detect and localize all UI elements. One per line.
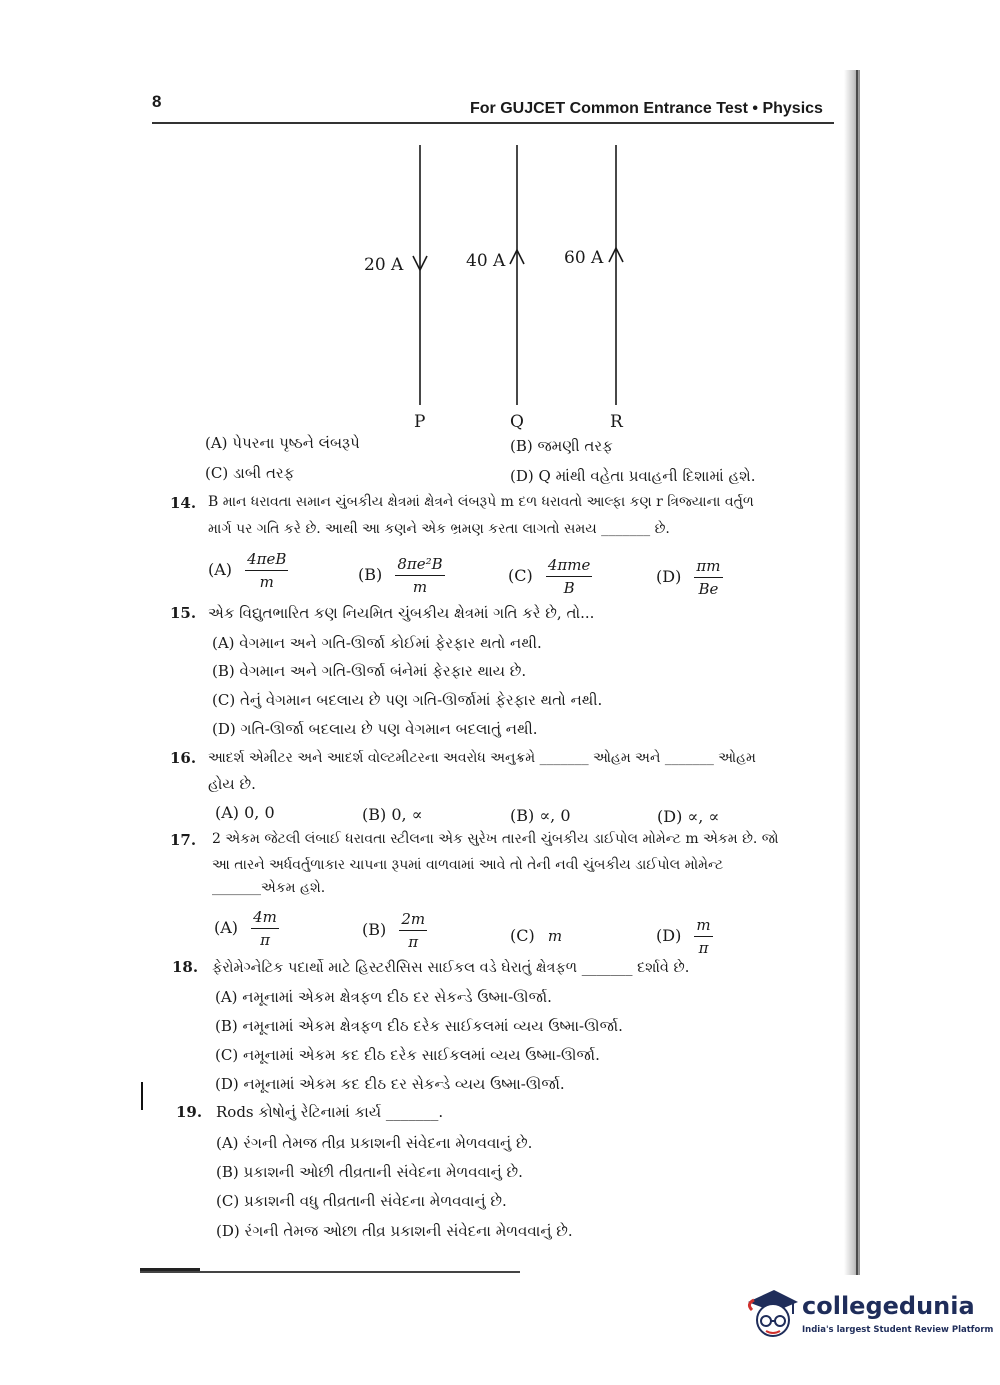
q19-number: 19. <box>176 1103 203 1121</box>
q17-stem-line1: 2 એકમ જેટલી લંબાઈ ધરાવતા સ્ટીલના એક સુરેખ તારની ચુંબકીય ડાઈપોલ મોમેન્ટ m એકમ છે. જો <box>212 831 779 847</box>
option-label: (D) <box>656 926 682 945</box>
q17-stem-line3: _______એકમ હશે. <box>212 880 326 896</box>
q17-option-c <box>510 926 562 945</box>
option-label: (D) <box>656 567 682 586</box>
footer-rule <box>140 1271 520 1273</box>
q15-option-b: (B) વેગમાન અને ગતિ-ઊર્જા બંનેમાં ફેરફાર થાય છે. <box>212 662 527 680</box>
wire-p-label: P <box>414 412 426 432</box>
q18-option-c: (C) નમૂનામાં એકમ કદ દીઠ દરેક સાઈકલમાં વ્યય ઉષ્મા-ઊર્જા. <box>215 1046 600 1064</box>
wire-r-label: R <box>610 412 623 432</box>
fraction-numerator: πm <box>694 557 722 578</box>
q13-option-d: (D) Q માંથી વહેતા પ્રવાહની દિશામાં હશે. <box>510 467 756 485</box>
scan-edge-line <box>856 70 858 1275</box>
q19-stem: Rods કોષોનું રેટિનામાં કાર્ય _______. <box>216 1103 444 1121</box>
wire-p-current: 20 A <box>364 255 404 275</box>
fraction-numerator: 4m <box>251 908 279 929</box>
q15-stem: એક વિદ્યુતભારિત કણ નિયમિત ચુંબકીય ક્ષેત્રમાં ગતિ કરે છે, તો... <box>208 604 595 622</box>
fraction-denominator: m <box>259 573 274 591</box>
wire-r <box>609 145 623 405</box>
q18-option-d: (D) નમૂનામાં એકમ કદ દીઠ દર સેકન્ડે વ્યય ઉષ્મા-ઊર્જા. <box>215 1075 565 1093</box>
q14-option-a <box>208 550 288 591</box>
page-number: 8 <box>152 92 162 111</box>
fraction-numerator: 4πeB <box>245 550 288 571</box>
q18-option-b: (B) નમૂનામાં એકમ ક્ષેત્રફળ દીઠ દરેક સાઈકલમાં વ્યય ઉષ્મા-ઊર્જા. <box>215 1017 623 1035</box>
fraction-denominator: π <box>408 933 419 951</box>
wire-p <box>413 145 427 405</box>
wire-q <box>510 145 524 405</box>
option-label: (C) <box>510 926 535 945</box>
option-label: (A) <box>214 918 239 937</box>
q17-number: 17. <box>170 831 197 849</box>
collegedunia-tagline: India's largest Student Review Platform <box>802 1325 994 1335</box>
q13-option-b: (B) જમણી તરફ <box>510 437 613 455</box>
q19-option-c: (C) પ્રકાશની વધુ તીવ્રતાની સંવેદના મેળવવાનું છે. <box>216 1192 507 1210</box>
q16-stem-line2: હોય છે. <box>208 775 256 793</box>
q14-stem-line2: માર્ગ પર ગતિ કરે છે. આથી આ કણને એક ભ્રમણ કરતા લાગતો સમય _______ છે. <box>208 521 670 537</box>
option-value: m <box>547 927 563 945</box>
q13-option-c: (C) ડાબી તરફ <box>205 464 295 482</box>
wire-q-current: 40 A <box>466 251 506 271</box>
q14-option-d <box>656 557 723 598</box>
q14-option-c <box>508 556 592 597</box>
q14-number: 14. <box>170 494 197 512</box>
q17-option-d <box>656 916 713 957</box>
fraction-numerator: 2m <box>399 910 427 931</box>
parallel-wires-figure <box>340 140 660 440</box>
collegedunia-brand: collegedunia <box>802 1292 975 1320</box>
option-label: (B) <box>362 920 387 939</box>
q15-option-a: (A) વેગમાન અને ગતિ-ઊર્જા કોઈમાં ફેરફાર થતો નથી. <box>212 634 542 652</box>
q17-stem-line2: આ તારને અર્ધવર્તુળાકાર ચાપના રૂપમાં વાળવામાં આવે તો તેની નવી ચુંબકીય ડાઈપોલ મોમેન્ટ <box>212 857 724 873</box>
option-label: (A) <box>208 560 233 579</box>
q19-option-b: (B) પ્રકાશની ઓછી તીવ્રતાની સંવેદના મેળવવાનું છે. <box>216 1163 523 1181</box>
wire-r-current: 60 A <box>564 248 604 268</box>
q15-number: 15. <box>170 604 197 622</box>
fraction-denominator: π <box>260 931 270 949</box>
q19-option-d: (D) રંગની તેમજ ઓછા તીવ્ર પ્રકાશની સંવેદના મેળવવાનું છે. <box>216 1222 573 1240</box>
q15-option-d: (D) ગતિ-ઊર્જા બદલાય છે પણ વેગમાન બદલાતું નથી. <box>212 720 538 738</box>
q16-option-b: (B) 0, ∝ <box>362 805 423 824</box>
q15-option-c: (C) તેનું વેગમાન બદલાય છે પણ ગતિ-ઊર્જામાં ફેરફાર થતો નથી. <box>212 691 603 709</box>
fraction-denominator: π <box>698 939 709 957</box>
q16-option-b-second: (B) ∝, 0 <box>510 806 571 825</box>
option-label: (B) <box>358 565 383 584</box>
fraction-denominator: B <box>563 579 575 597</box>
q16-option-a: (A) 0, 0 <box>215 803 275 822</box>
margin-mark <box>141 1082 143 1110</box>
q14-stem-line1: B માન ધરાવતા સમાન ચુંબકીય ક્ષેત્રમાં ક્ષેત્રને લંબરૂપે m દળ ધરાવતો આલ્ફા કણ r ત્રિજ્યાના વર્તુળ <box>208 494 754 510</box>
q18-option-a: (A) નમૂનામાં એકમ ક્ષેત્રફળ દીઠ દર સેકન્ડે ઉષ્મા-ઊર્જા. <box>215 988 552 1006</box>
header-rule <box>152 122 834 124</box>
q17-option-a <box>214 908 279 949</box>
q16-number: 16. <box>170 749 197 767</box>
q14-option-b <box>358 555 445 596</box>
running-header-title: For GUJCET Common Entrance Test • Physics <box>470 100 823 117</box>
wire-q-label: Q <box>510 412 524 432</box>
fraction-denominator: m <box>412 578 428 596</box>
q18-number: 18. <box>172 958 199 976</box>
fraction-numerator: 4πme <box>546 556 593 577</box>
fraction-numerator: 8πe²B <box>395 555 444 576</box>
collegedunia-mascot-logo <box>740 1280 802 1344</box>
q16-stem-line1: આદર્શ એમીટર અને આદર્શ વોલ્ટમીટરના અવરોધ અનુક્રમે _______ ઓહમ અને _______ ઓહમ <box>208 750 756 766</box>
q13-option-a: (A) પેપરના પૃષ્ઠને લંબરૂપે <box>205 434 360 452</box>
q19-option-a: (A) રંગની તેમજ તીવ્ર પ્રકાશની સંવેદના મેળવવાનું છે. <box>216 1134 533 1152</box>
fraction-denominator: Be <box>698 580 719 598</box>
q16-option-d: (D) ∝, ∝ <box>657 807 720 826</box>
q18-stem: ફેરોમેગ્નેટિક પદાર્થો માટે હિસ્ટરીસિસ સાઈકલ વડે ઘેરાતું ક્ષેત્રફળ _______ દર્શાવે છે. <box>212 960 690 976</box>
fraction-numerator: m <box>694 916 712 937</box>
option-label: (C) <box>508 566 533 585</box>
q17-option-b <box>362 910 427 951</box>
